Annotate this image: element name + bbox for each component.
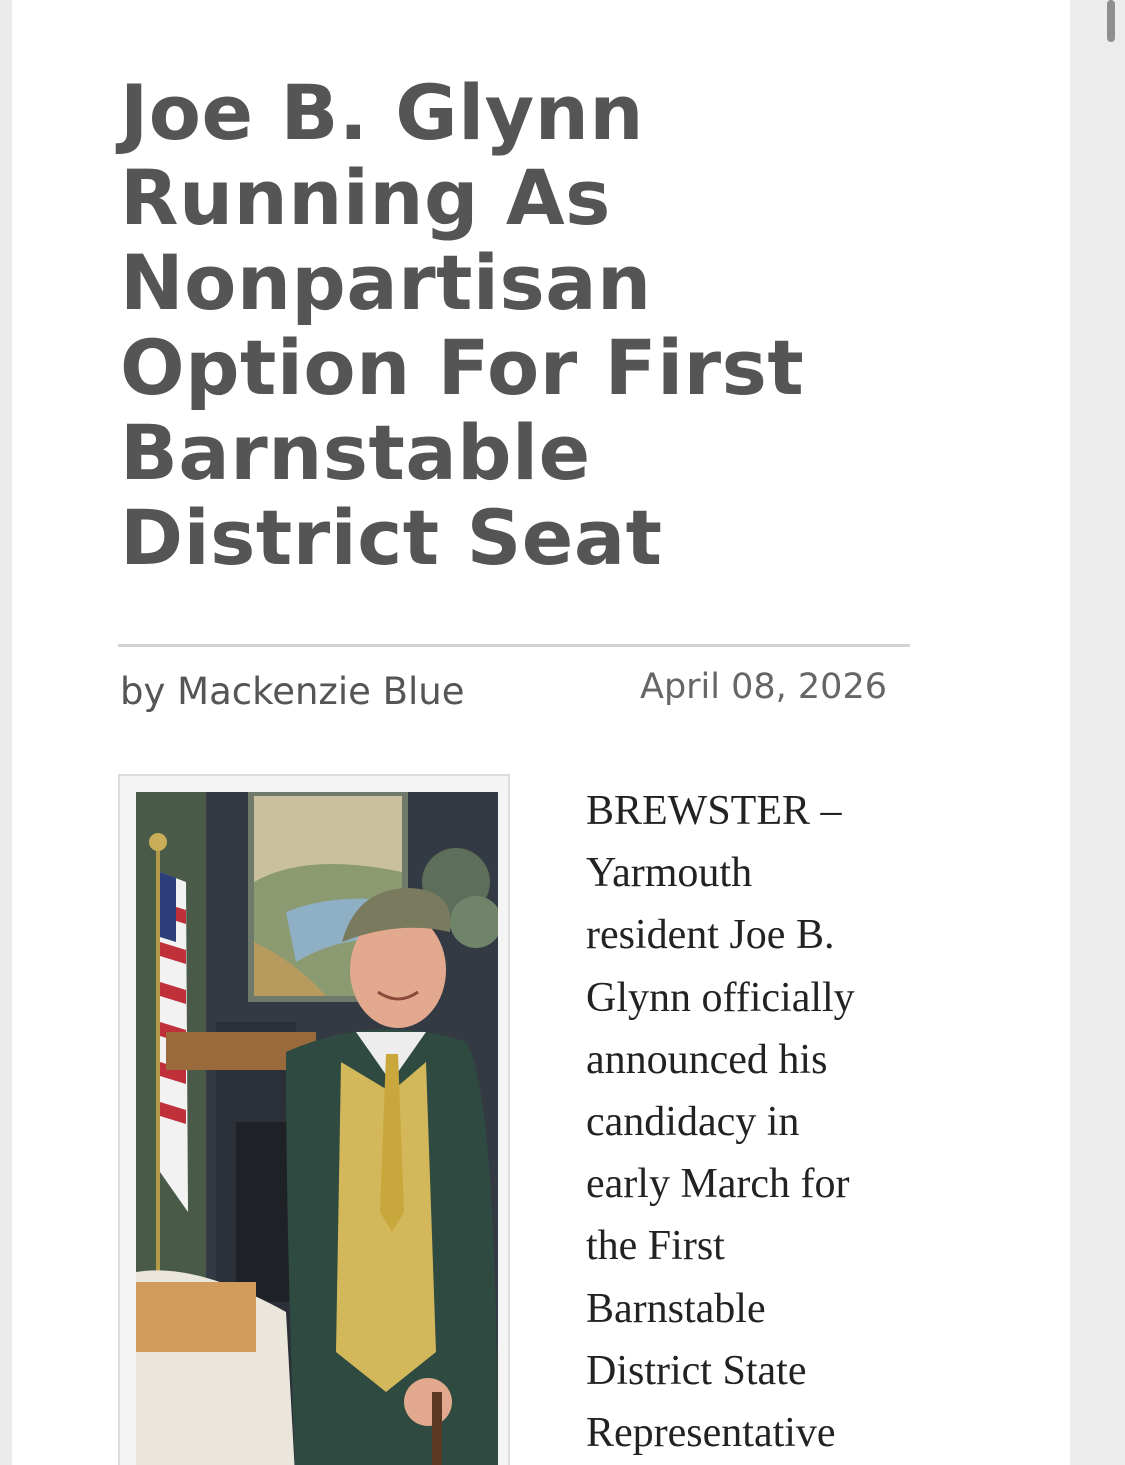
body-line: early March for xyxy=(586,1161,850,1208)
publish-date: April 08, 2026 xyxy=(640,667,887,707)
body-line: District State xyxy=(586,1347,807,1394)
headline-line: District Seat xyxy=(120,493,663,582)
body-line: announced his xyxy=(586,1036,828,1083)
left-margin xyxy=(0,0,12,1465)
body-line: Barnstable xyxy=(586,1285,766,1332)
article-body xyxy=(586,780,916,1464)
headline-line: Running As xyxy=(120,153,611,242)
candidate-photo[interactable] xyxy=(136,792,498,1465)
body-line: Yarmouth xyxy=(586,850,753,897)
headline-line: Barnstable xyxy=(120,408,591,497)
headline-divider xyxy=(118,644,910,647)
body-line: candidacy in xyxy=(586,1099,800,1146)
headline-line: Joe B. Glynn xyxy=(120,68,644,157)
headline-line: Option For First xyxy=(120,323,805,412)
body-line: resident Joe B. xyxy=(586,912,835,959)
right-margin xyxy=(1070,0,1125,1465)
article-photo-frame xyxy=(118,774,510,1465)
article-headline xyxy=(120,70,920,580)
body-line: the First xyxy=(586,1223,725,1270)
body-line: Representative xyxy=(586,1410,836,1457)
body-line: Glynn officially xyxy=(586,974,855,1021)
body-line: BREWSTER – xyxy=(586,788,842,834)
candidate-photo-illustration xyxy=(136,792,498,1465)
author-byline: by Mackenzie Blue xyxy=(120,670,465,713)
scrollbar-thumb[interactable] xyxy=(1107,0,1115,42)
headline-line: Nonpartisan xyxy=(120,238,652,327)
